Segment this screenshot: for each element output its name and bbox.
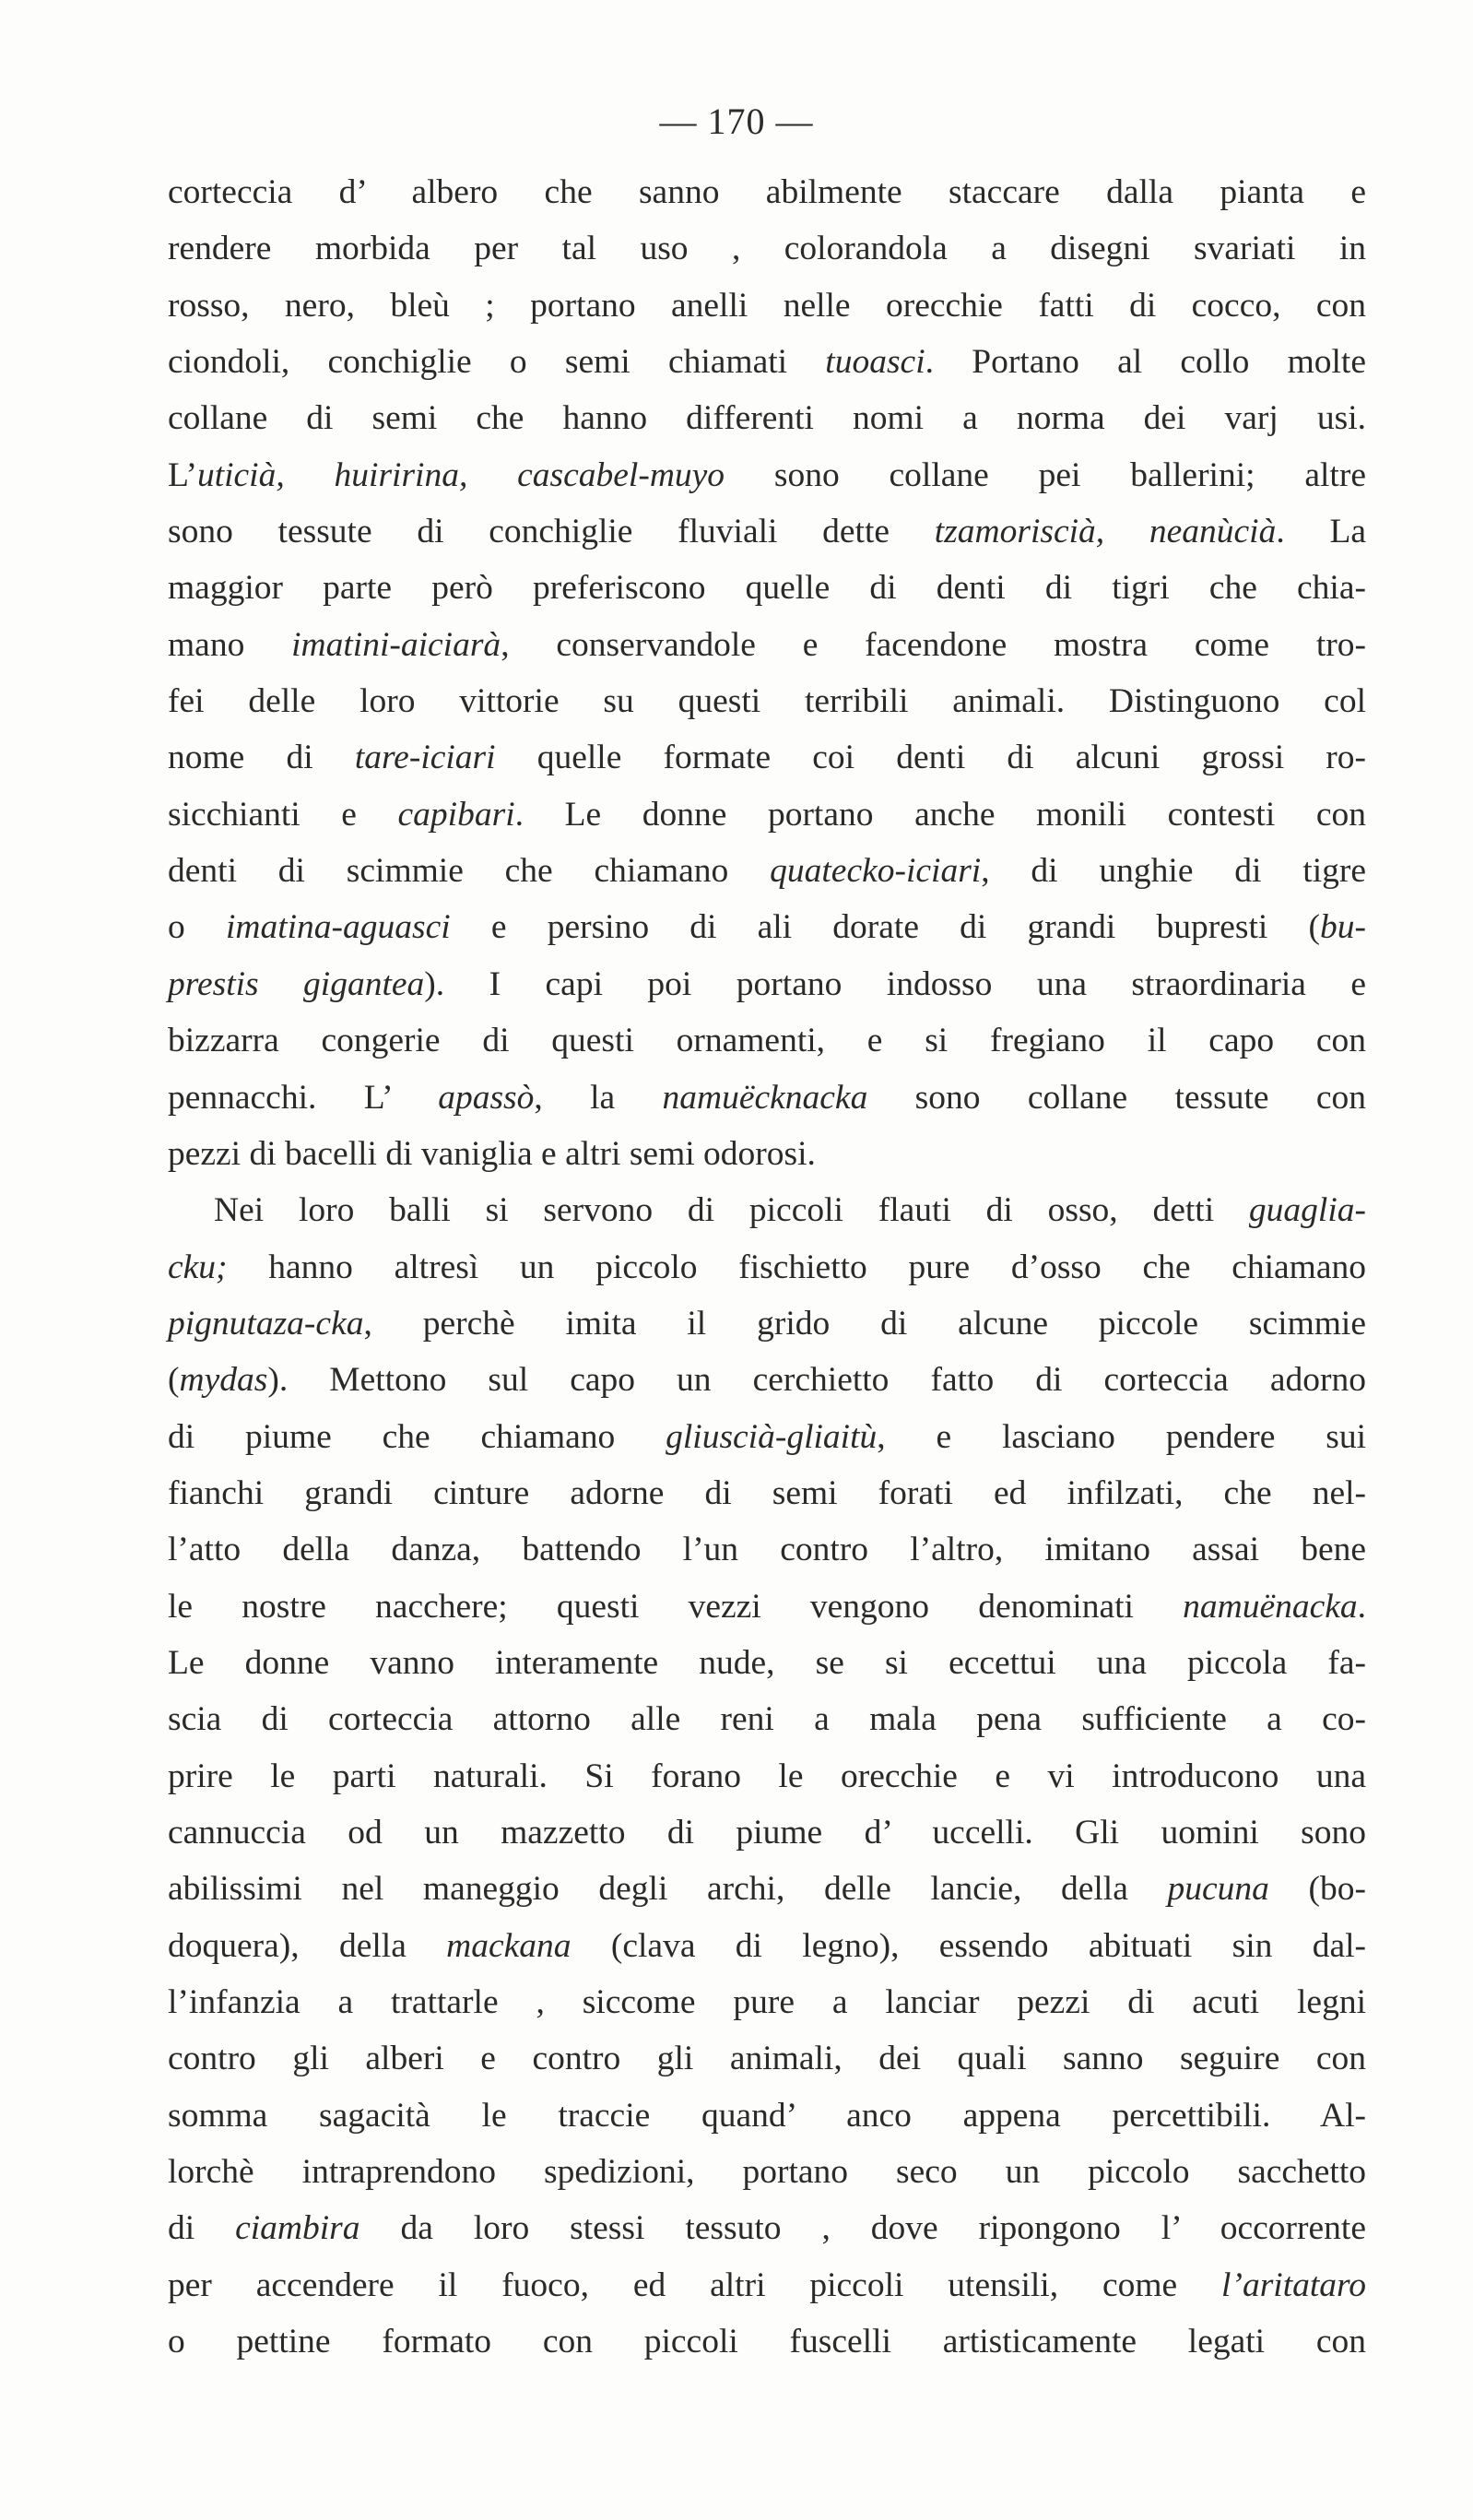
italic-term: prestis gigantea [168, 964, 425, 1003]
text-segment: (clava di legno), essendo abituati sin dal- [571, 1926, 1367, 1965]
text-segment: , conservandole e facendone mostra come tro- [501, 625, 1366, 664]
text-segment: ciondoli, conchiglie o semi chiamati [168, 343, 826, 382]
text-line [168, 1012, 1366, 1069]
text-segment: o pettine formato con piccoli fuscelli artisticamente legati con [168, 2323, 1366, 2361]
text-line [168, 220, 1366, 277]
text-line [168, 390, 1366, 446]
italic-term: imatini-aiciarà [291, 625, 501, 664]
text-line [168, 1182, 1366, 1238]
text-line [168, 787, 1366, 843]
text-segment: L’ [168, 455, 197, 494]
text-line [168, 1748, 1366, 1804]
text-segment: bizzarra congerie di questi ornamenti, e si fregiano il capo con [168, 1022, 1366, 1060]
text-segment: sono collane pei ballerini; altre [725, 455, 1366, 494]
text-line [168, 2313, 1366, 2370]
paragraph [168, 1182, 1366, 2370]
text-segment: . [1357, 1587, 1366, 1626]
italic-term: pignutaza-cka [168, 1304, 364, 1343]
text-line [168, 1409, 1366, 1465]
text-line [168, 503, 1366, 560]
text-line [168, 1126, 1366, 1182]
text-line [168, 1352, 1366, 1408]
text-segment: le nostre nacchere; questi vezzi vengono denominati [168, 1587, 1184, 1626]
italic-term: tuoasci [825, 343, 925, 382]
italic-term: guaglia- [1248, 1191, 1366, 1230]
text-segment: fei delle loro vittorie su questi terribili animali. Distinguono col [168, 682, 1366, 721]
italic-term: ciambira [235, 2209, 360, 2248]
text-segment: l’infanzia a trattarle , siccome pure a lanciar pezzi di acuti legni [168, 1983, 1366, 2021]
text-segment: scia di corteccia attorno alle reni a mala pena sufficiente a co- [168, 1700, 1366, 1739]
text-line [168, 1861, 1366, 1917]
text-segment: somma sagacità le traccie quand’ anco appena percettibili. Al- [168, 2096, 1366, 2135]
text-line [168, 843, 1366, 899]
text-line [168, 2144, 1366, 2200]
italic-term: quatecko-iciari [770, 852, 982, 891]
italic-term: mackana [446, 1926, 572, 1965]
text-segment: doquera), della [168, 1926, 447, 1965]
italic-term: namuënacka [1183, 1587, 1358, 1626]
text-segment: Le donne vanno interamente nude, se si eccettui una piccola fa- [168, 1643, 1366, 1682]
text-line [168, 1691, 1366, 1747]
text-segment: sono collane tessute con [867, 1078, 1366, 1117]
text-segment: . Le donne portano anche monili contesti con [514, 795, 1366, 834]
text-segment: nome di [168, 739, 355, 777]
text-segment: contro gli alberi e contro gli animali, dei quali sanno seguire con [168, 2040, 1366, 2078]
italic-term: mydas [179, 1361, 268, 1400]
text-line [168, 899, 1366, 955]
italic-term: tzamoriscià, neanùcià [934, 513, 1277, 551]
text-segment: sicchianti e [168, 795, 398, 834]
text-segment: maggior parte però preferiscono quelle di denti di tigri che chia- [168, 569, 1366, 608]
text-segment: e persino di ali dorate di grandi bupresti ( [450, 908, 1320, 947]
text-segment: rendere morbida per tal uso , colorandola a disegni svariati in [168, 230, 1366, 268]
text-line [168, 956, 1366, 1012]
text-line [168, 560, 1366, 616]
text-segment: di [168, 2209, 236, 2248]
text-line [168, 1465, 1366, 1521]
text-segment: Nei loro balli si servono di piccoli flauti di osso, detti [214, 1191, 1249, 1230]
page-number: — 170 — [659, 101, 814, 142]
text-segment: da loro stessi tessuto , dove ripongono l’ occorrente [359, 2209, 1366, 2248]
text-line [168, 1804, 1366, 1861]
text-segment: pennacchi. L’ [168, 1078, 439, 1117]
italic-term: gliuscià-gliaitù [666, 1417, 878, 1456]
text-segment: pezzi di bacelli di vaniglia e altri semi odorosi. [168, 1134, 816, 1173]
text-segment: quelle formate coi denti di alcuni grossi ro- [495, 739, 1366, 777]
text-segment: di piume che chiamano [168, 1417, 666, 1456]
italic-term: cku; [168, 1248, 228, 1286]
text-line [168, 1918, 1366, 1974]
text-segment: o [168, 908, 226, 947]
text-line [168, 2200, 1366, 2256]
text-segment: sono tessute di conchiglie fluviali dette [168, 513, 935, 551]
italic-term: l’aritataro [1221, 2266, 1366, 2304]
text-line [168, 1295, 1366, 1352]
paragraph [168, 164, 1366, 1182]
text-segment: corteccia d’ albero che sanno abilmente staccare dalla pianta e [168, 173, 1366, 211]
italic-term: bu- [1320, 908, 1366, 947]
text-line [168, 1635, 1366, 1691]
text-segment: , perchè imita il grido di alcune piccole scimmie [363, 1304, 1366, 1343]
text-segment: fianchi grandi cinture adorne di semi forati ed infilzati, che nel- [168, 1473, 1366, 1512]
italic-term: namuëcknacka [662, 1078, 868, 1117]
text-line [168, 447, 1366, 503]
text-segment: prire le parti naturali. Si forano le orecchie e vi introducono una [168, 1757, 1366, 1795]
italic-term: uticià, huiririna, cascabel-muyo [196, 455, 725, 494]
italic-term: imatina-aguasci [225, 908, 451, 947]
text-segment: , di unghie di tigre [981, 852, 1366, 891]
text-line [168, 1579, 1366, 1635]
text-line [168, 2088, 1366, 2144]
text-line [168, 1070, 1366, 1126]
text-segment: (bo- [1268, 1870, 1366, 1909]
text-segment: . Portano al collo molte [925, 343, 1366, 382]
italic-term: capibari [397, 795, 515, 834]
text-segment: denti di scimmie che chiamano [168, 852, 771, 891]
italic-term: pucuna [1167, 1870, 1269, 1909]
text-segment: abilissimi nel maneggio degli archi, delle lancie, della [168, 1870, 1168, 1909]
text-line [168, 1521, 1366, 1578]
text-line [168, 617, 1366, 673]
text-segment: rosso, nero, bleù ; portano anelli nelle orecchie fatti di cocco, con [168, 286, 1366, 325]
text-line [168, 1974, 1366, 2030]
body-text [168, 164, 1366, 2370]
text-segment: cannuccia od un mazzetto di piume d’ uccelli. Gli uomini sono [168, 1813, 1366, 1852]
text-line [168, 673, 1366, 729]
text-segment: ( [168, 1361, 180, 1400]
text-segment: ). Mettono sul capo un cerchietto fatto di corteccia adorno [267, 1361, 1366, 1400]
text-segment: . La [1276, 513, 1366, 551]
text-segment: ). I capi poi portano indosso una straordinaria e [424, 964, 1366, 1003]
text-segment: l’atto della danza, battendo l’un contro l’altro, imitano assai bene [168, 1531, 1366, 1569]
text-segment: mano [168, 625, 292, 664]
text-line [168, 1239, 1366, 1295]
text-segment: , e lasciano pendere sui [877, 1417, 1366, 1456]
italic-term: apassò [438, 1078, 535, 1117]
text-line [168, 2030, 1366, 2087]
text-line [168, 334, 1366, 390]
text-line [168, 164, 1366, 220]
text-line [168, 2257, 1366, 2313]
text-segment: collane di semi che hanno differenti nomi a norma dei varj usi. [168, 399, 1366, 438]
italic-term: tare-iciari [354, 739, 496, 777]
text-segment: lorchè intraprendono spedizioni, portano seco un piccolo sacchetto [168, 2153, 1366, 2192]
text-segment: , la [534, 1078, 663, 1117]
text-segment: per accendere il fuoco, ed altri piccoli utensili, come [168, 2266, 1222, 2304]
text-line [168, 729, 1366, 786]
text-segment: hanno altresì un piccolo fischietto pure d’osso che chiamano [227, 1248, 1366, 1286]
text-line [168, 278, 1366, 334]
